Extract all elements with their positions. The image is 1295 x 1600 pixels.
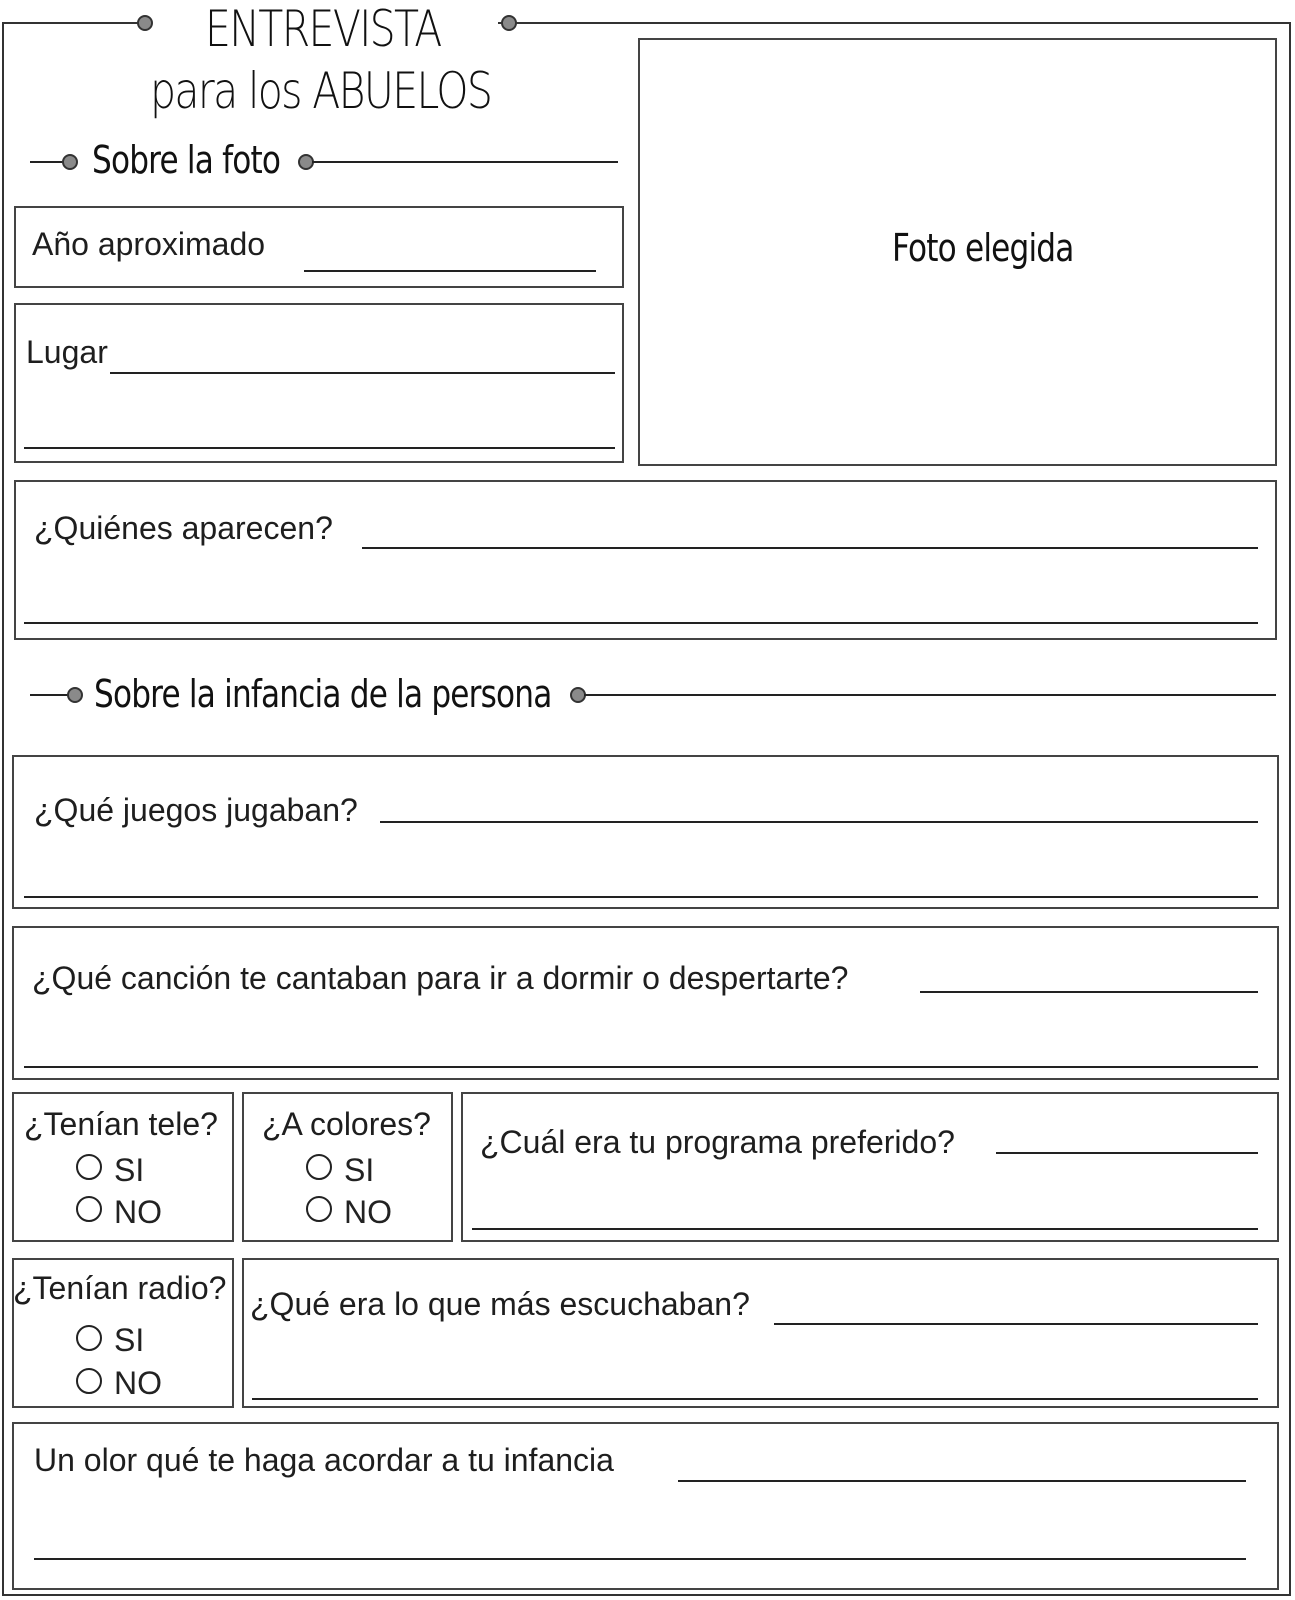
place-box bbox=[14, 303, 624, 463]
program-label: ¿Cuál era tu programa preferido? bbox=[480, 1124, 955, 1160]
tv-yes-label: SI bbox=[114, 1152, 145, 1188]
heading-childhood-right-line bbox=[584, 694, 1276, 696]
radio-no-radio[interactable] bbox=[76, 1368, 102, 1394]
smell-label: Un olor qué te haga acordar a tu infancia bbox=[34, 1442, 614, 1478]
song-label: ¿Qué canción te cantaban para ir a dormir o despertarte? bbox=[32, 960, 849, 996]
place-answer-line-2[interactable] bbox=[24, 447, 615, 449]
tv-no-label: NO bbox=[114, 1194, 162, 1230]
listen-answer-line-2[interactable] bbox=[252, 1398, 1258, 1400]
place-answer-line-1[interactable] bbox=[110, 372, 615, 374]
tv-no-radio[interactable] bbox=[76, 1196, 102, 1222]
listen-answer-line-1[interactable] bbox=[774, 1323, 1258, 1325]
who-answer-line-2[interactable] bbox=[24, 622, 1258, 624]
radio-yes-radio[interactable] bbox=[76, 1325, 102, 1351]
games-label: ¿Qué juegos jugaban? bbox=[34, 792, 358, 828]
song-box bbox=[12, 926, 1279, 1080]
tv-yes-radio[interactable] bbox=[76, 1154, 102, 1180]
title-right-dot bbox=[501, 15, 517, 31]
radio-yes-label: SI bbox=[114, 1322, 145, 1358]
program-box bbox=[461, 1092, 1279, 1242]
song-answer-line-2[interactable] bbox=[24, 1066, 1258, 1068]
page-title-line1: ENTREVISTA bbox=[205, 0, 441, 58]
program-answer-line-1[interactable] bbox=[996, 1152, 1258, 1154]
program-answer-line-2[interactable] bbox=[472, 1228, 1258, 1230]
year-answer-line[interactable] bbox=[304, 270, 596, 272]
games-box bbox=[12, 755, 1279, 909]
year-label: Año aproximado bbox=[32, 226, 266, 262]
heading-photo-right-line bbox=[312, 161, 618, 163]
smell-answer-line-2[interactable] bbox=[34, 1558, 1246, 1560]
title-left-dot bbox=[137, 15, 153, 31]
who-answer-line-1[interactable] bbox=[362, 547, 1258, 549]
radio-no-label: NO bbox=[114, 1365, 162, 1401]
listen-box bbox=[242, 1258, 1279, 1408]
section-heading-photo: Sobre la foto bbox=[92, 138, 281, 182]
listen-label: ¿Qué era lo que más escuchaban? bbox=[250, 1286, 750, 1322]
games-answer-line-1[interactable] bbox=[380, 821, 1258, 823]
color-no-radio[interactable] bbox=[306, 1196, 332, 1222]
tv-label: ¿Tenían tele? bbox=[24, 1106, 218, 1142]
who-box bbox=[14, 480, 1277, 640]
color-no-label: NO bbox=[344, 1194, 392, 1230]
heading-photo-left-dot bbox=[62, 154, 78, 170]
section-heading-childhood: Sobre la infancia de la persona bbox=[94, 672, 552, 716]
place-label: Lugar bbox=[26, 334, 108, 370]
color-yes-label: SI bbox=[344, 1152, 375, 1188]
color-label: ¿A colores? bbox=[262, 1106, 431, 1142]
heading-childhood-left-dot bbox=[67, 687, 83, 703]
radio-label: ¿Tenían radio? bbox=[13, 1270, 227, 1306]
who-label: ¿Quiénes aparecen? bbox=[34, 510, 333, 546]
smell-answer-line-1[interactable] bbox=[678, 1480, 1246, 1482]
photo-placeholder: Foto elegida bbox=[892, 226, 1074, 270]
page-title-line2: para los ABUELOS bbox=[150, 62, 492, 120]
games-answer-line-2[interactable] bbox=[24, 896, 1258, 898]
song-answer-line-1[interactable] bbox=[920, 991, 1258, 993]
frame-top-right-line bbox=[498, 22, 1291, 24]
color-yes-radio[interactable] bbox=[306, 1154, 332, 1180]
frame-top-left-line bbox=[2, 22, 144, 24]
